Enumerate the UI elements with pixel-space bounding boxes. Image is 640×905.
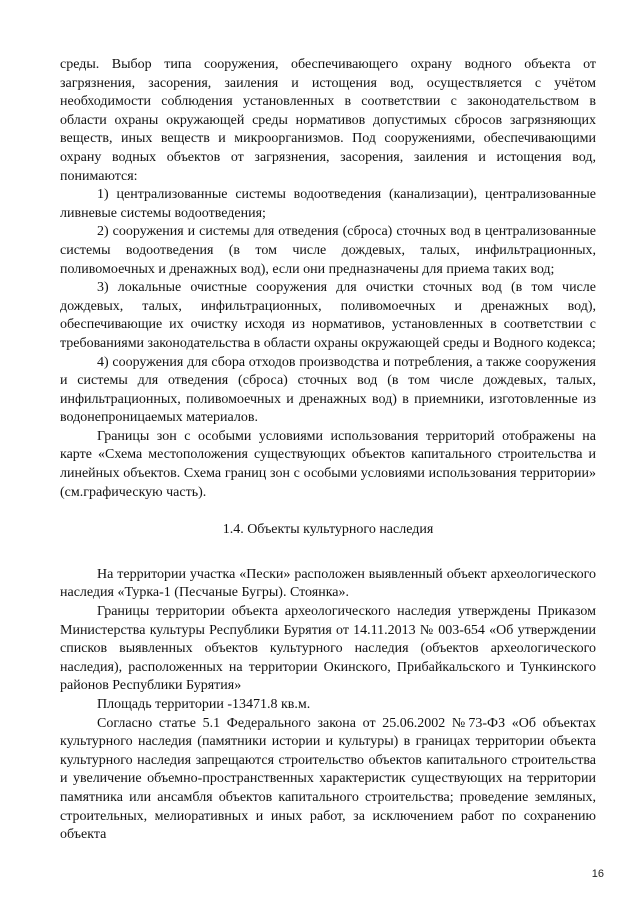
section-heading: 1.4. Объекты культурного наследия bbox=[222, 522, 434, 538]
page-number: 16 bbox=[591, 868, 604, 880]
list-item-1: 1) централизованные системы водоотведения (канализации), централизованные ливневые системы водоотведения; bbox=[60, 187, 596, 221]
paragraph-archaeological-object: На территории участка «Пески» расположен выявленный объект археологического наследия «Турка-1 (Песчаные Бугры). Стоянка». bbox=[60, 566, 596, 601]
paragraph-water-protection-intro: среды. Выбор типа сооружения, обеспечивающего охрану водного объекта от загрязнения, засорения, заиления и истощения вод, осуществляется с учётом необходимости соблюдения установленных в соответствии с законодательством в области охраны окружающей среды нормативов допустимых сбросов загрязняющих веществ, иных веществ и микроорганизмов. Под сооружениями, обеспечивающими охрану водных объектов от загрязнения, засорения, заиления и истощения вод, понимаются: bbox=[60, 57, 596, 184]
list-item-3: 3) локальные очистные сооружения для очистки сточных вод (в том числе дождевых, талых, инфильтрационных, поливомоечных и дренажных вод), обеспечивающие их очистку исходя из нормативов, установленных в соответствии с требованиями законодательства в области охраны окружающей среды и Водного кодекса; bbox=[60, 280, 596, 351]
list-item-4: 4) сооружения для сбора отходов производства и потребления, а также сооружения и системы для отведения (сброса) сточных вод (в том числе дождевых, талых, инфильтрационных, поливомоечных и дренажных вод) в приемники, изготовленные из водонепроницаемых материалов. bbox=[60, 354, 596, 426]
paragraph-federal-law: Согласно статье 5.1 Федерального закона от 25.06.2002 №73-ФЗ «Об объектах культурного наследия (памятники истории и культуры) в границах территории объекта культурного наследия запрещаются строительство объектов капитального строительства и увеличение объемно-пространственных характеристик существующих на территории памятника или ансамбля объектов капитального строительства; проведение земляных, строительных, мелиоративных и иных работ, за исключением работ по сохранению объекта bbox=[60, 715, 596, 843]
paragraph-territory-boundaries: Границы территории объекта археологического наследия утверждены Приказом Министерства культуры Республики Бурятия от 14.11.2013 № 003-654 «Об утверждении списков выявленных объектов культурного наследия (объектов археологического наследия), расположенных на территории Окинского, Прибайкальского и Тункинского районов Республики Бурятия» bbox=[60, 604, 596, 694]
list-item-2: 2) сооружения и системы для отведения (сброса) сточных вод в централизованные системы водоотведения (в том числе дождевых, талых, инфильтрационных, поливомоечных и дренажных вод), если они предназначены для приема таких вод; bbox=[60, 224, 596, 277]
document-page bbox=[60, 56, 596, 845]
paragraph-zone-boundaries: Границы зон с особыми условиями использования территорий отображены на карте «Схема местоположения существующих объектов капитального строительства и линейных объектов. Схема границ зон с особыми условиями использования территории» (см.графическую часть). bbox=[60, 428, 596, 500]
paragraph-territory-area: Площадь территории -13471.8 кв.м. bbox=[97, 697, 311, 712]
